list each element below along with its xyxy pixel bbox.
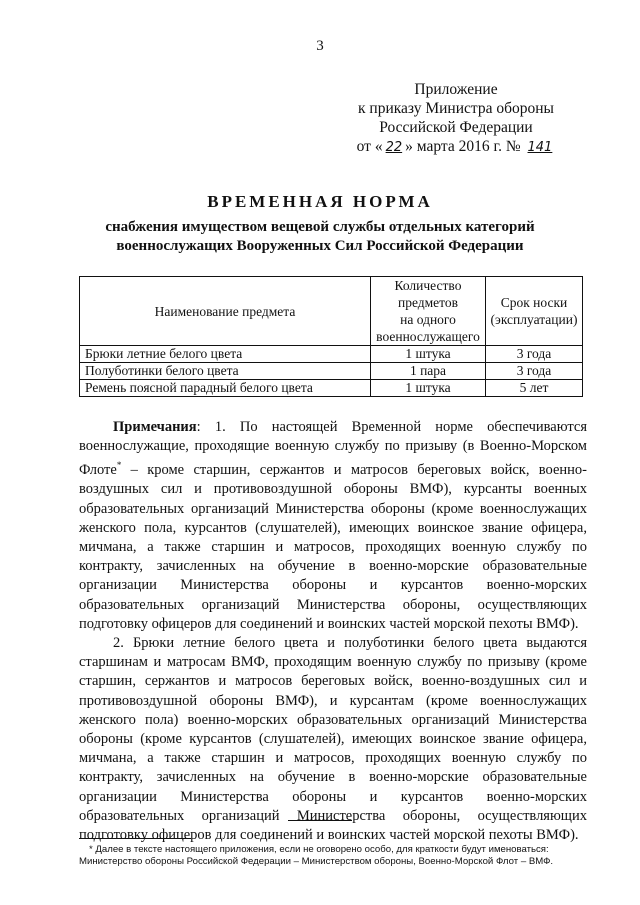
notes-section: [79, 418, 587, 845]
header-quantity: [371, 277, 486, 346]
subtitle-line: военнослужащих Вооруженных Сил Российской Федерации: [116, 238, 524, 254]
table-header-row: [80, 277, 583, 346]
footnote-line: * Далее в тексте настоящего приложения, если не оговорено особо, для краткости будут именоваться:: [89, 844, 549, 855]
item-name-cell: Брюки летние белого цвета: [80, 346, 371, 363]
page-number: 3: [316, 38, 324, 54]
item-name-cell: Ремень поясной парадный белого цвета: [80, 380, 371, 397]
appendix-block: [336, 80, 576, 157]
term-cell: 3 года: [486, 346, 583, 363]
date-prefix: от «: [356, 138, 383, 155]
quantity-cell: 1 пара: [371, 363, 486, 380]
header-wear-term: [486, 277, 583, 346]
appendix-line: к приказу Министра обороны: [358, 100, 554, 117]
footnote-separator: [79, 838, 191, 839]
header-quantity-line: предметов: [397, 295, 459, 310]
table-row: [80, 363, 583, 380]
header-quantity-line: Количество: [394, 278, 462, 293]
end-separator: [288, 820, 352, 821]
appendix-line: Приложение: [414, 81, 498, 98]
quantity-cell: 1 штука: [371, 380, 486, 397]
document-subtitle: [60, 218, 580, 256]
date-middle: » марта 2016 г. №: [405, 138, 521, 155]
note-text: : 1. По настоящей Временной норме обеспечиваются военнослужащие, проходящие военную службу по призыву (в Военно-Морском Флоте: [79, 419, 587, 479]
notes-label: Примечания: [113, 419, 197, 435]
appendix-line: Российской Федерации: [379, 119, 533, 136]
table-row: [80, 346, 583, 363]
term-cell: 5 лет: [486, 380, 583, 397]
subtitle-line: снабжения имуществом вещевой службы отдельных категорий: [105, 219, 535, 235]
header-term-line: (эксплуатации): [490, 312, 578, 327]
note-paragraph-1: [79, 418, 587, 634]
term-cell: 3 года: [486, 363, 583, 380]
footnote-line: Министерство обороны Российской Федерации – Министерством обороны, Военно-Морской Флот – ВМФ.: [79, 856, 554, 867]
document-title: ВРЕМЕННАЯ НОРМА: [207, 192, 433, 211]
footnote: [79, 844, 591, 868]
header-quantity-line: военнослужащего: [376, 329, 480, 344]
quantity-cell: 1 штука: [371, 346, 486, 363]
norms-table: [79, 276, 583, 397]
header-item-name: Наименование предмета: [80, 277, 371, 346]
handwritten-day: 22: [385, 140, 403, 155]
note-paragraph-2: 2. Брюки летние белого цвета и полуботинки белого цвета выдаются старшинам и матросам ВМФ, проходящим военную службу по призыву (кроме старшин, сержантов и матросов береговых войск, военно-воздушных сил и противовоздушной обороны ВМФ), и курсантам (кроме военнослужащих женского пола) военно-морских образовательных организаций Министерства обороны (кроме курсантов (слушателей), имеющих воинское звание офицера, мичмана, а также старшин и матросов, проходящих военную службу по контракту, зачисленных на обучение в военно-морские образовательные организации Министерства обороны и курсантов военно-морских образовательных организаций Министерства обороны, осуществляющих подготовку офицеров для соединений и воинских частей морской пехоты ВМФ).: [79, 635, 587, 844]
header-quantity-line: на одного: [400, 312, 456, 327]
note-text: – кроме старшин, сержантов и матросов береговых войск, военно-воздушных сил и противовоздушной обороны ВМФ), курсанты военных образовательных организаций Министерства обороны (кроме военнослужащих женского пола, курсантов (слушателей), имеющих воинское звание офицера, мичмана, а также старшин и матросов, проходящих военную службу по контракту, зачисленных на обучение в военно-морские образовательные организации Министерства обороны и курсантов военно-морских образовательных организаций Министерства обороны, осуществляющих подготовку офицеров для соединений и воинских частей морской пехоты ВМФ).: [79, 462, 587, 632]
header-term-line: Срок носки: [500, 295, 568, 310]
table-row: [80, 380, 583, 397]
footnote-marker: *: [116, 460, 122, 471]
handwritten-order-number: 141: [527, 140, 553, 155]
order-date-line: [336, 137, 576, 157]
item-name-cell: Полуботинки белого цвета: [80, 363, 371, 380]
